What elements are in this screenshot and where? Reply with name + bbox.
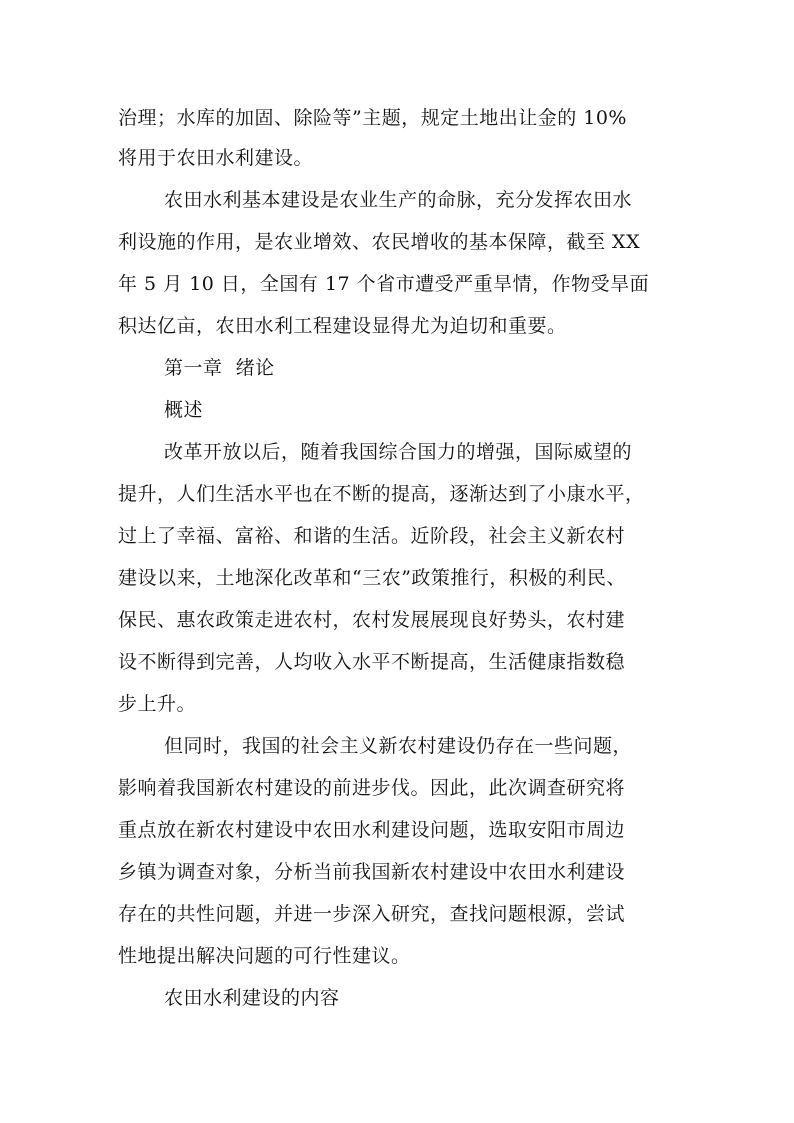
text-line: 存在的共性问题，并进一步深入研究，查找问题根源，尝试 — [118, 903, 626, 925]
paragraph-first-line: 改革开放以后，随着我国综合国力的增强，国际威望的 — [164, 441, 633, 463]
text-line: 将用于农田水利建设。 — [118, 147, 314, 169]
text-line: 积达亿亩，农田水利工程建设显得尤为迫切和重要。 — [118, 315, 567, 337]
text-line: 影响着我国新农村建设的前进步伐。因此，此次调查研究将 — [118, 777, 626, 799]
text-line: 利设施的作用，是农业增效、农民增收的基本保障，截至 XX — [118, 231, 641, 253]
chapter-heading: 第一章 绪论 — [164, 357, 275, 379]
text-line: 步上升。 — [118, 693, 197, 715]
text-line: 重点放在新农村建设中农田水利建设问题，选取安阳市周边 — [118, 819, 626, 841]
paragraph-first-line: 但同时，我国的社会主义新农村建设仍存在一些问题， — [164, 735, 633, 757]
paragraph-first-line: 农田水利基本建设是农业生产的命脉，充分发挥农田水 — [164, 189, 633, 211]
text-line: 提升，人们生活水平也在不断的提高，逐渐达到了小康水平， — [118, 483, 645, 505]
text-line: 设不断得到完善，人均收入水平不断提高，生活健康指数稳 — [118, 651, 626, 673]
text-line: 乡镇为调查对象，分析当前我国新农村建设中农田水利建设 — [118, 861, 626, 883]
text-line: 建设以来，土地深化改革和“三农”政策推行，积极的利民、 — [118, 567, 626, 589]
text-line: 过上了幸福、富裕、和谐的生活。近阶段，社会主义新农村 — [118, 525, 626, 547]
text-line: 保民、惠农政策走进农村，农村发展展现良好势头，农村建 — [118, 609, 626, 631]
text-line: 性地提出解决问题的可行性建议。 — [118, 945, 411, 967]
section-heading: 概述 — [164, 399, 204, 421]
section-heading: 农田水利建设的内容 — [164, 987, 340, 1009]
text-line: 治理；水库的加固、除险等”主题，规定土地出让金的 10% — [118, 107, 627, 129]
text-line: 年 5 月 10 日，全国有 17 个省市遭受严重旱情，作物受旱面 — [118, 273, 650, 295]
